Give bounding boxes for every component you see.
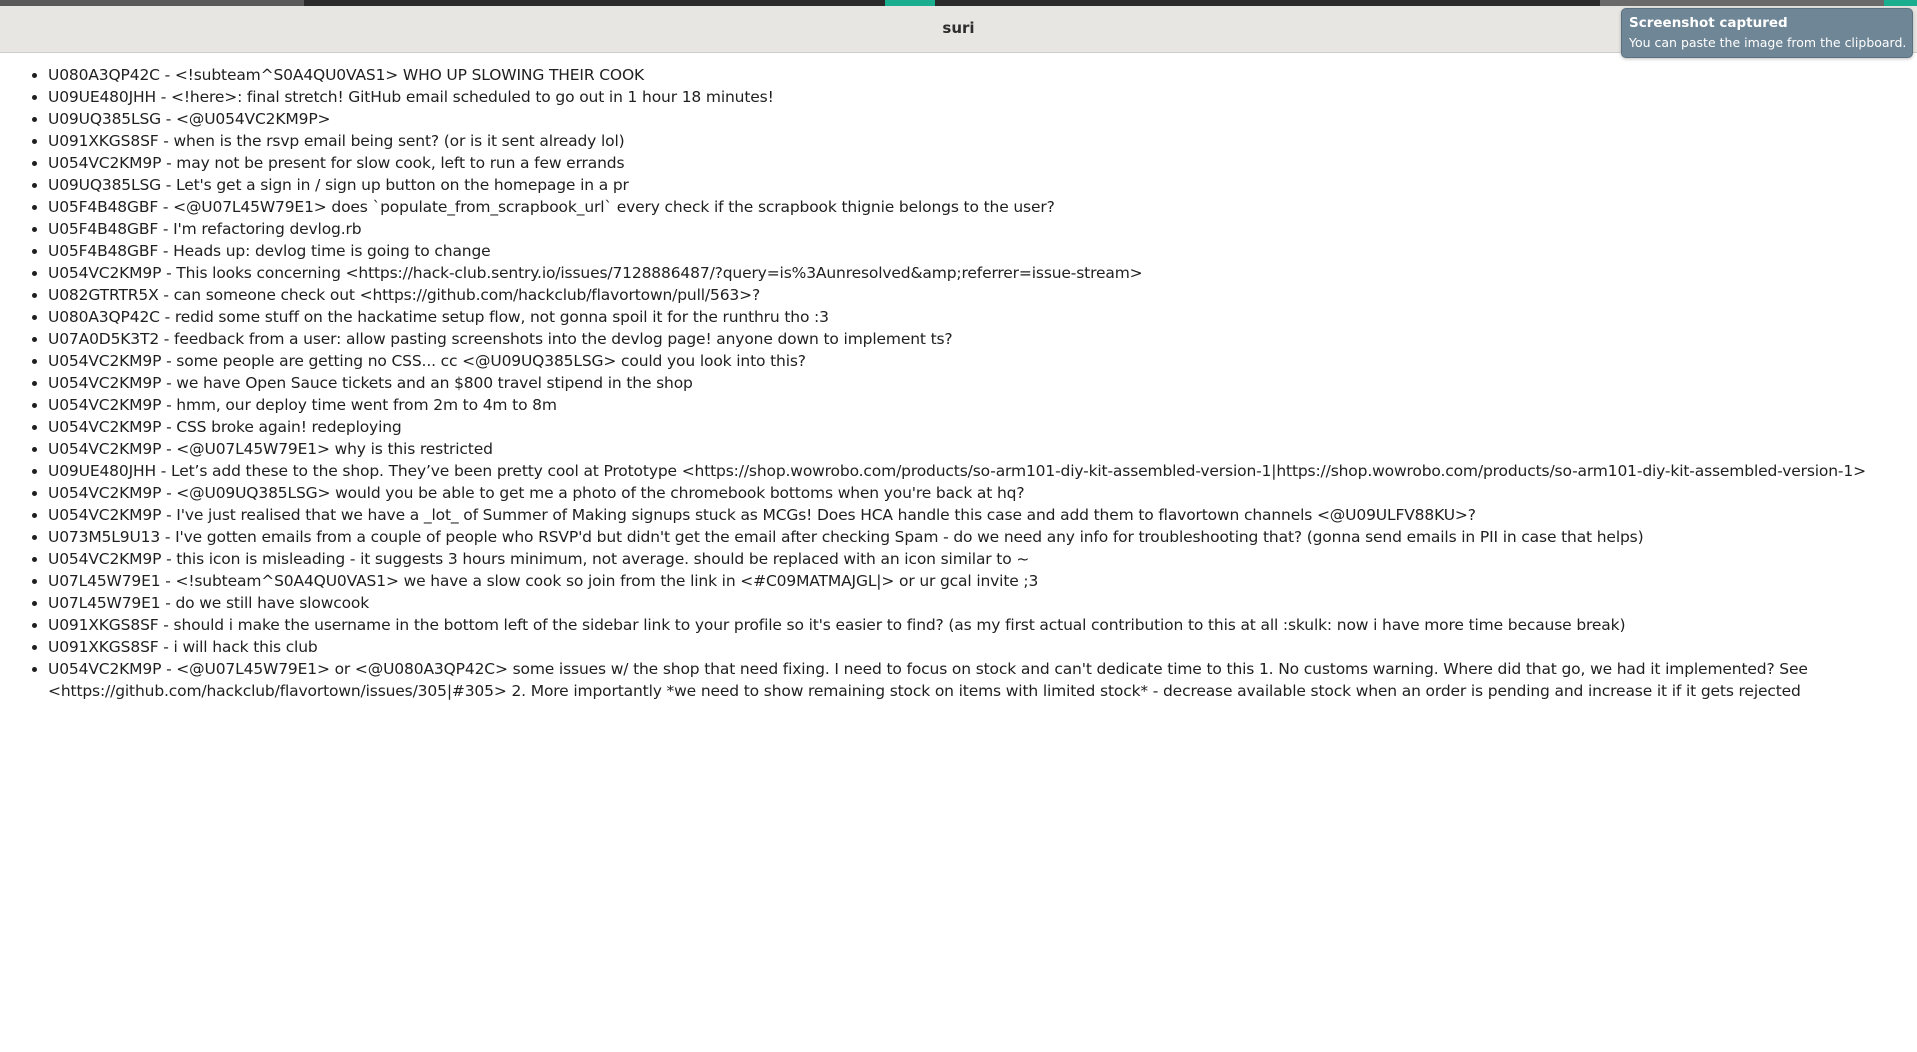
list-item: • U054VC2KM9P - we have Open Sauce tickets and an $800 travel stipend in the shop xyxy=(48,372,1890,394)
list-item: • U07L45W79E1 - <!subteam^S0A4QU0VAS1> we have a slow cook so join from the link in <#C09MATMAJGL|> or ur gcal invite ;3 xyxy=(48,570,1890,592)
list-item: • U054VC2KM9P - hmm, our deploy time went from 2m to 4m to 8m xyxy=(48,394,1890,416)
list-item: • U054VC2KM9P - some people are getting no CSS... cc <@U09UQ385LSG> could you look into this? xyxy=(48,350,1890,372)
list-item: • U09UE480JHH - Let’s add these to the shop. They’ve been pretty cool at Prototype <https://shop.wowrobo.com/products/so-arm101-diy-kit-assembled-version-1|https://shop.wowrobo.com/products/so-arm101-diy-kit-assembled-version-1> xyxy=(48,460,1890,482)
message-list xyxy=(0,64,1890,702)
list-item: • U07A0D5K3T2 - feedback from a user: allow pasting screenshots into the devlog page! anyone down to implement ts? xyxy=(48,328,1890,350)
list-item: • U05F4B48GBF - I'm refactoring devlog.rb xyxy=(48,218,1890,240)
list-item: • U054VC2KM9P - CSS broke again! redeploying xyxy=(48,416,1890,438)
window-title: suri xyxy=(942,19,975,37)
notification-title: Screenshot captured xyxy=(1629,15,1788,31)
list-item: • U054VC2KM9P - may not be present for slow cook, left to run a few errands xyxy=(48,152,1890,174)
list-item: • U054VC2KM9P - This looks concerning <https://hack-club.sentry.io/issues/7128886487/?query=is%3Aunresolved&amp;referrer=issue-stream> xyxy=(48,262,1890,284)
message-list-container xyxy=(0,64,1890,702)
screenshot-notification[interactable] xyxy=(1621,8,1913,58)
list-item: • U054VC2KM9P - this icon is misleading - it suggests 3 hours minimum, not average. should be replaced with an icon similar to ~ xyxy=(48,548,1890,570)
list-item: • U091XKGS8SF - should i make the username in the bottom left of the sidebar link to your profile so it's easier to find? (as my first actual contribution to this at all :skulk: now i have more time because break) xyxy=(48,614,1890,636)
list-item: • U054VC2KM9P - I've just realised that we have a _lot_ of Summer of Making signups stuck as MCGs! Does HCA handle this case and add them to flavortown channels <@U09ULFV88KU>? xyxy=(48,504,1890,526)
list-item: • U073M5L9U13 - I've gotten emails from a couple of people who RSVP'd but didn't get the email after checking Spam - do we need any info for troubleshooting that? (gonna send emails in PII in case that helps) xyxy=(48,526,1890,548)
list-item: • U082GTRTR5X - can someone check out <https://github.com/hackclub/flavortown/pull/563>? xyxy=(48,284,1890,306)
notification-message: You can paste the image from the clipboard. xyxy=(1629,35,1907,50)
list-item: • U07L45W79E1 - do we still have slowcook xyxy=(48,592,1890,614)
list-item: • U054VC2KM9P - <@U09UQ385LSG> would you be able to get me a photo of the chromebook bottoms when you're back at hq? xyxy=(48,482,1890,504)
list-item: • U05F4B48GBF - Heads up: devlog time is going to change xyxy=(48,240,1890,262)
list-item: • U09UQ385LSG - Let's get a sign in / sign up button on the homepage in a pr xyxy=(48,174,1890,196)
list-item: • U09UE480JHH - <!here>: final stretch! GitHub email scheduled to go out in 1 hour 18 minutes! xyxy=(48,86,1890,108)
list-item: • U091XKGS8SF - when is the rsvp email being sent? (or is it sent already lol) xyxy=(48,130,1890,152)
list-item: • U09UQ385LSG - <@U054VC2KM9P> xyxy=(48,108,1890,130)
list-item: • U080A3QP42C - <!subteam^S0A4QU0VAS1> WHO UP SLOWING THEIR COOK xyxy=(48,64,1890,86)
list-item: • U054VC2KM9P - <@U07L45W79E1> or <@U080A3QP42C> some issues w/ the shop that need fixing. I need to focus on stock and can't dedicate time to this 1. No customs warning. Where did that go, we had it implemented? See <https://github.com/hackclub/flavortown/issues/305|#305> 2. More importantly *we need to show remaining stock on items with limited stock* - decrease available stock when an order is pending and increase it if it gets rejected xyxy=(48,658,1890,702)
list-item: • U054VC2KM9P - <@U07L45W79E1> why is this restricted xyxy=(48,438,1890,460)
list-item: • U091XKGS8SF - i will hack this club xyxy=(48,636,1890,658)
list-item: • U080A3QP42C - redid some stuff on the hackatime setup flow, not gonna spoil it for the runthru tho :3 xyxy=(48,306,1890,328)
list-item: • U05F4B48GBF - <@U07L45W79E1> does `populate_from_scrapbook_url` every check if the scrapbook thignie belongs to the user? xyxy=(48,196,1890,218)
